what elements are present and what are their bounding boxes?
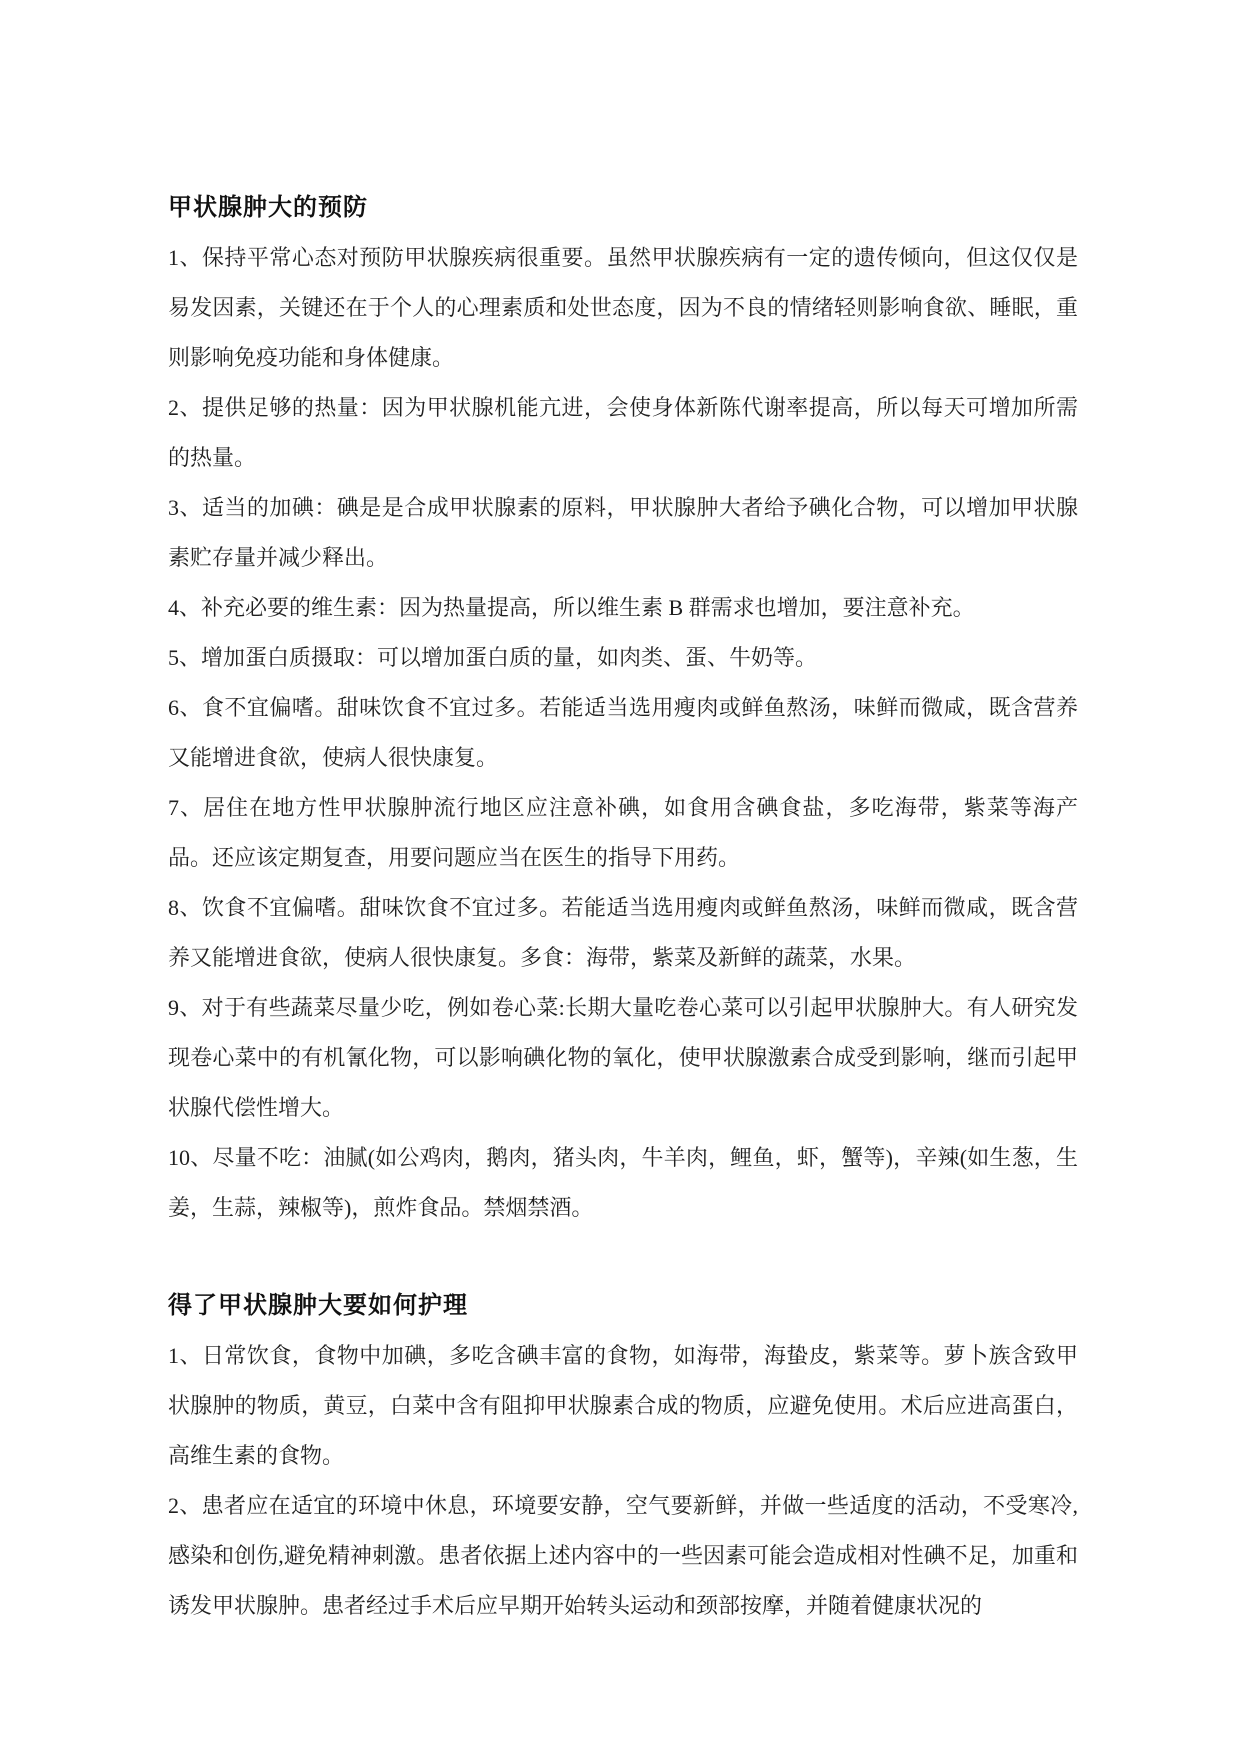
- paragraph-care-2: 2、患者应在适宜的环境中休息，环境要安静，空气要新鲜，并做一些适度的活动，不受寒冷,感染和创伤,避免精神刺激。患者依据上述内容中的一些因素可能会造成相对性碘不足，加重和诱发甲状腺肿。患者经过手术后应早期开始转头运动和颈部按摩，并随着健康状况的: [168, 1493, 1078, 1618]
- paragraph-prevention-1: 1、保持平常心态对预防甲状腺疾病很重要。虽然甲状腺疾病有一定的遗传倾向，但这仅仅是易发因素，关键还在于个人的心理素质和处世态度，因为不良的情绪轻则影响食欲、睡眠，重则影响免疫功能和身体健康。: [168, 245, 1078, 370]
- section-heading-care: 得了甲状腺肿大要如何护理: [168, 1293, 468, 1319]
- paragraph-prevention-7: 7、居住在地方性甲状腺肿流行地区应注意补碘，如食用含碘食盐，多吃海带，紫菜等海产品。还应该定期复查，用要问题应当在医生的指导下用药。: [168, 795, 1078, 870]
- section-prevention: [168, 183, 1078, 1233]
- paragraph-prevention-5: 5、增加蛋白质摄取：可以增加蛋白质的量，如肉类、蛋、牛奶等。: [168, 645, 818, 670]
- paragraph-prevention-6: 6、食不宜偏嗜。甜味饮食不宜过多。若能适当选用瘦肉或鲜鱼熬汤，味鲜而微咸，既含营养又能增进食欲，使病人很快康复。: [168, 695, 1078, 770]
- paragraph-prevention-3: 3、适当的加碘：碘是是合成甲状腺素的原料，甲状腺肿大者给予碘化合物，可以增加甲状腺素贮存量并减少释出。: [168, 495, 1078, 570]
- paragraph-prevention-4: 4、补充必要的维生素：因为热量提高，所以维生素 B 群需求也增加，要注意补充。: [168, 595, 975, 620]
- paragraph-prevention-10: 10、尽量不吃：油腻(如公鸡肉，鹅肉，猪头肉，牛羊肉，鲤鱼，虾，蟹等)，辛辣(如生葱，生姜，生蒜，辣椒等)，煎炸食品。禁烟禁酒。: [168, 1145, 1078, 1220]
- paragraph-care-1: 1、日常饮食，食物中加碘，多吃含碘丰富的食物，如海带，海蛰皮，紫菜等。萝卜族含致甲状腺肿的物质，黄豆，白菜中含有阻抑甲状腺素合成的物质，应避免使用。术后应进高蛋白，高维生素的食物。: [168, 1343, 1078, 1468]
- paragraph-prevention-9: 9、对于有些蔬菜尽量少吃，例如卷心菜:长期大量吃卷心菜可以引起甲状腺肿大。有人研究发现卷心菜中的有机氰化物，可以影响碘化物的氧化，使甲状腺激素合成受到影响，继而引起甲状腺代偿性增大。: [168, 995, 1078, 1120]
- section-heading-prevention: 甲状腺肿大的预防: [168, 195, 368, 221]
- section-care: [168, 1281, 1078, 1631]
- paragraph-prevention-2: 2、提供足够的热量：因为甲状腺机能亢进，会使身体新陈代谢率提高，所以每天可增加所需的热量。: [168, 395, 1078, 470]
- paragraph-prevention-8: 8、饮食不宜偏嗜。甜味饮食不宜过多。若能适当选用瘦肉或鲜鱼熬汤，味鲜而微咸，既含营养又能增进食欲，使病人很快康复。多食：海带，紫菜及新鲜的蔬菜，水果。: [168, 895, 1078, 970]
